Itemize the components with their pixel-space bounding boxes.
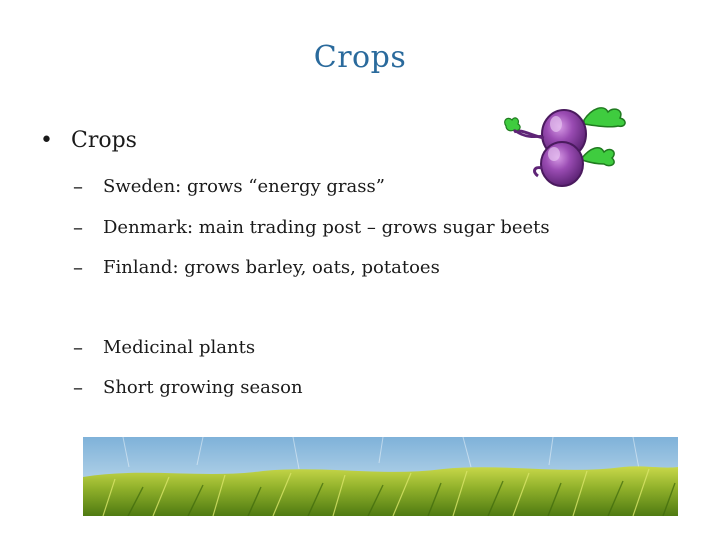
sub-item-season (73, 375, 303, 399)
sub-item-denmark (73, 215, 550, 239)
slide-title: Crops (313, 40, 407, 75)
bullet-label: Crops (71, 128, 137, 153)
dash-icon: – (73, 174, 83, 198)
sub-item-finland (73, 255, 440, 279)
bullet-icon: • (40, 127, 53, 153)
dash-icon: – (73, 255, 83, 279)
sub-item-label: Denmark: main trading post – grows sugar beets (103, 216, 550, 238)
dash-icon: – (73, 335, 83, 359)
sugar-beets-image (492, 98, 632, 193)
leaf-icon (582, 108, 625, 166)
sub-item-label: Sweden: grows “energy grass” (103, 175, 385, 197)
sub-item-label: Medicinal plants (103, 336, 256, 358)
bullet-item-crops (40, 128, 137, 153)
dash-icon: – (73, 375, 83, 399)
dash-icon: – (73, 215, 83, 239)
sub-item-sweden (73, 174, 385, 198)
grass-field-image (83, 437, 678, 516)
sub-item-label: Short growing season (103, 376, 303, 398)
sub-item-medicinal (73, 335, 255, 359)
sub-item-label: Finland: grows barley, oats, potatoes (103, 256, 440, 278)
